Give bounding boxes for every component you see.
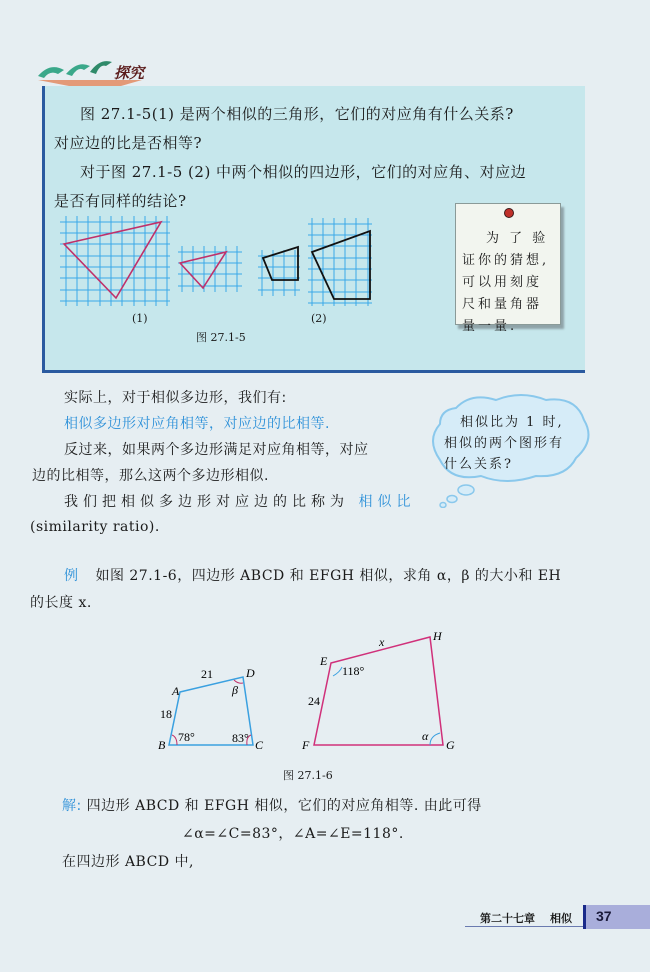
cloud-line: 相似比为 1 时, — [460, 415, 564, 430]
footer-chapter: 第二十七章 — [480, 912, 535, 925]
explore-para1-line2: 对应边的比是否相等? — [54, 134, 203, 152]
footer-topic: 相似 — [550, 912, 572, 925]
cloud-line: 什么关系? — [444, 457, 513, 472]
similarity-ratio-term: 相似比 — [358, 494, 416, 510]
note-line: 证你的猜想, — [462, 253, 550, 268]
explore-title: 探究 — [114, 64, 145, 82]
solution-line3: 在四边形 ABCD 中, — [62, 854, 194, 870]
body-line6: (similarity ratio). — [30, 519, 160, 535]
svg-text:E: E — [320, 654, 328, 668]
svg-text:F: F — [302, 738, 310, 752]
solution-line2: ∠α=∠C=83°，∠A=∠E=118°. — [182, 826, 404, 842]
solution-text: 四边形 ABCD 和 EFGH 相似，它们的对应角相等. 由此可得 — [86, 798, 482, 814]
quadrilateral-abcd — [158, 666, 264, 752]
body-line3: 反过来，如果两个多边形满足对应角相等，对应 — [64, 442, 369, 458]
note-line: 可以用刻度 — [462, 275, 543, 290]
body-line1: 实际上，对于相似多边形，我们有: — [64, 390, 287, 406]
solution-label: 解: — [62, 798, 82, 814]
fig-caption-27-1-6: 图 27.1-6 — [283, 769, 333, 782]
figure-27-1-5 — [60, 210, 380, 310]
note-line: 为 了 验 — [486, 231, 549, 246]
footer-divider — [465, 926, 585, 927]
note-card — [455, 203, 561, 334]
note-line: 尺和量角器 — [462, 297, 543, 312]
pin-icon — [505, 209, 513, 217]
svg-text:β: β — [232, 683, 238, 697]
fig-label-1: (1) — [132, 312, 148, 325]
body-line4: 边的比相等，那么这两个多边形相似. — [32, 468, 269, 484]
small-quadrilateral — [263, 247, 298, 280]
svg-text:G: G — [446, 738, 455, 752]
explore-para2-line2: 是否有同样的结论? — [54, 192, 187, 210]
example-line1 — [64, 562, 561, 591]
svg-text:21: 21 — [201, 667, 213, 681]
page-number-box — [583, 905, 650, 929]
svg-text:H: H — [433, 629, 442, 643]
svg-text:118°: 118° — [342, 664, 365, 678]
svg-text:α: α — [422, 729, 429, 743]
large-quadrilateral — [312, 231, 370, 299]
example-text: 如图 27.1-6，四边形 ABCD 和 EFGH 相似，求角 α，β 的大小和 EH — [95, 568, 562, 584]
note-line: 量一量. — [462, 319, 518, 334]
svg-text:83°: 83° — [232, 731, 249, 745]
svg-text:24: 24 — [308, 694, 320, 708]
explore-para1-line1: 图 27.1-5(1) 是两个相似的三角形，它们的对应角有什么关系? — [80, 105, 514, 123]
grid-small-triangle — [178, 246, 242, 292]
quadrilateral-efgh — [301, 629, 455, 752]
example-label: 例 — [64, 568, 79, 584]
solution-line1 — [62, 792, 482, 821]
svg-text:78°: 78° — [178, 730, 195, 744]
fig-label-2: (2) — [311, 312, 327, 325]
small-triangle — [180, 252, 226, 288]
thought-cloud-text — [432, 394, 592, 480]
svg-text:B: B — [158, 738, 166, 752]
example-line2: 的长度 x. — [30, 595, 92, 611]
theorem-text: 相似多边形对应角相等，对应边的比相等. — [64, 416, 330, 432]
grid-large-triangle — [60, 216, 170, 306]
figure-27-1-6 — [150, 620, 470, 760]
svg-text:A: A — [172, 684, 180, 698]
svg-text:C: C — [255, 738, 264, 752]
fig-caption-27-1-5: 图 27.1-5 — [196, 331, 246, 344]
cloud-line: 相似的两个图形有 — [444, 436, 565, 451]
body-line5-text: 我们把相似多边形对应边的比称为 — [64, 494, 349, 510]
svg-text:18: 18 — [160, 707, 172, 721]
svg-text:D: D — [246, 666, 255, 680]
page-number: 37 — [596, 908, 612, 924]
svg-text:x: x — [379, 635, 385, 649]
explore-para2-line1: 对于图 27.1-5 (2) 中两个相似的四边形，它们的对应角、对应边 — [80, 163, 527, 181]
